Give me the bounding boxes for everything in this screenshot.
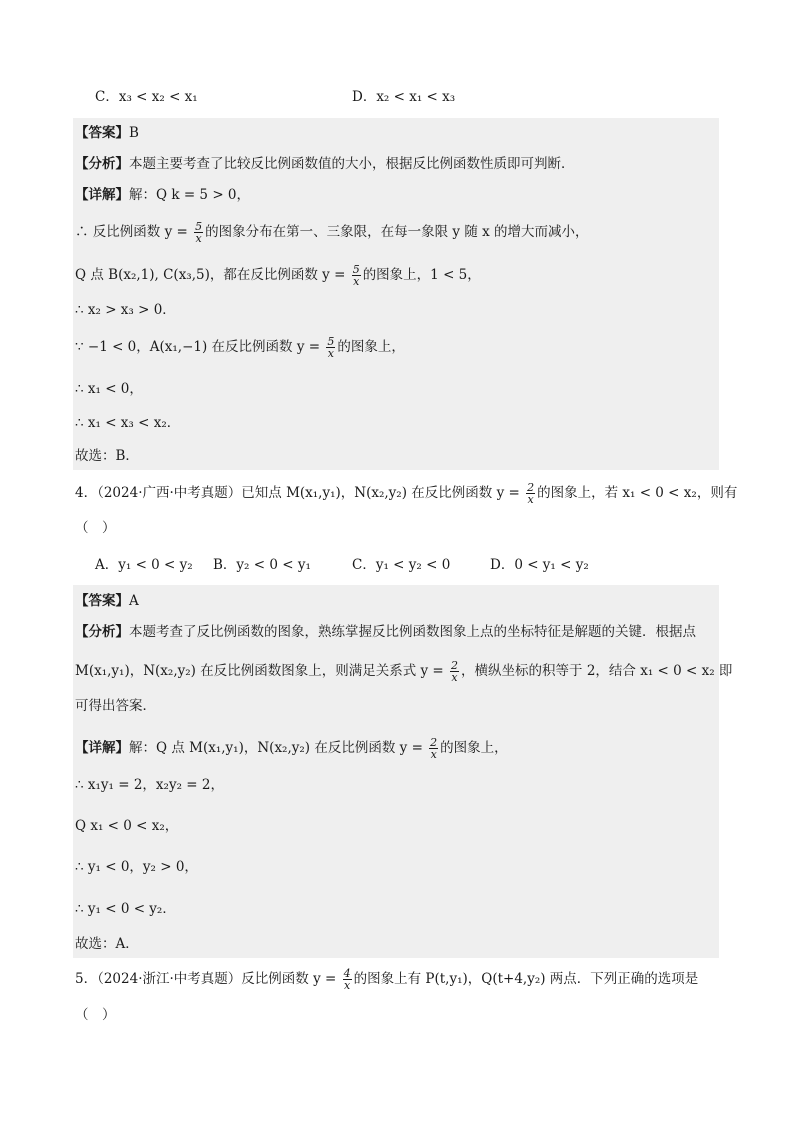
question-4-stem: 4．（2024·广西·中考真题）已知点 M(x₁,y₁)，N(x₂,y₂) 在反比例函数 y = $\frac{2}{x}$ 的图象上，若 x₁ < 0 < x₂，则有: [75, 481, 738, 506]
question-5-paren: （ ）: [75, 1007, 116, 1023]
answer-line-1: 【答案】B: [75, 125, 139, 141]
answer-line-2: 【答案】A: [75, 593, 139, 609]
step-2-2: Q x₁ < 0 < x₂，: [75, 818, 179, 834]
step-1-1: ∴ 反比例函数 y = $\frac{5}{x}$ 的图象分布在第一、三象限，在每一象限 y 随 x 的增大而减小，: [75, 220, 589, 245]
option-d: D．x₂ < x₁ < x₃: [352, 89, 456, 105]
analysis-line-2b: M(x₁,y₁)，N(x₂,y₂) 在反比例函数图象上，则满足关系式 y = $\frac{2}{x}$ ，横纵坐标的积等于 2，结合 x₁ < 0 < x₂ 即: [75, 659, 733, 684]
fraction: $\frac{2}{x}$: [430, 736, 438, 761]
step-1-5: ∴ x₁ < 0，: [75, 381, 143, 397]
question-4-paren: （ ）: [75, 520, 116, 536]
detail-line-1: 【详解】解：Q k = 5 > 0，: [75, 187, 251, 203]
q4-option-a: A．y₁ < 0 < y₂: [95, 557, 193, 573]
analysis-line-2a: 【分析】本题考查了反比例函数的图象，熟练掌握反比例函数图象上点的坐标特征是解题的关键．根据点: [75, 624, 696, 640]
fraction: $\frac{5}{x}$: [195, 220, 203, 245]
fraction: $\frac{2}{x}$: [451, 659, 459, 684]
fraction: $\frac{5}{x}$: [352, 263, 360, 288]
fraction: $\frac{4}{x}$: [343, 967, 351, 992]
q4-option-d: D．0 < y₁ < y₂: [490, 557, 589, 573]
analysis-line-2c: 可得出答案．: [75, 698, 156, 714]
option-c: C．x₃ < x₂ < x₁: [95, 89, 198, 105]
choice-line-1: 故选：B．: [75, 448, 139, 464]
fraction: $\frac{5}{x}$: [327, 335, 335, 360]
step-2-4: ∴ y₁ < 0 < y₂．: [75, 901, 176, 917]
analysis-line-1: 【分析】本题主要考查了比较反比例函数值的大小，根据反比例函数性质即可判断．: [75, 156, 575, 172]
step-1-4: ∵ −1 < 0，A(x₁,−1) 在反比例函数 y = $\frac{5}{x}$ 的图象上，: [75, 335, 405, 360]
fraction: $\frac{2}{x}$: [527, 481, 535, 506]
step-1-6: ∴ x₁ < x₃ < x₂．: [75, 415, 181, 431]
choice-line-2: 故选：A．: [75, 936, 139, 952]
q4-option-b: B．y₂ < 0 < y₁: [213, 557, 311, 573]
question-5-stem: 5．（2024·浙江·中考真题）反比例函数 y = $\frac{4}{x}$ 的图象上有 P(t,y₁)，Q(t+4,y₂) 两点．下列正确的选项是: [75, 967, 699, 992]
q4-option-c: C．y₁ < y₂ < 0: [352, 557, 451, 573]
step-2-3: ∴ y₁ < 0，y₂ > 0，: [75, 859, 198, 875]
step-1-3: ∴ x₂ > x₃ > 0．: [75, 302, 176, 318]
detail-line-2: 【详解】解：Q 点 M(x₁,y₁)，N(x₂,y₂) 在反比例函数 y = $\frac{2}{x}$ 的图象上，: [75, 736, 508, 761]
step-1-2: Q 点 B(x₂,1), C(x₃,5)，都在反比例函数 y = $\frac{5}{x}$ 的图象上，1 < 5，: [75, 263, 481, 288]
step-2-1: ∴ x₁y₁ = 2，x₂y₂ = 2，: [75, 777, 224, 793]
